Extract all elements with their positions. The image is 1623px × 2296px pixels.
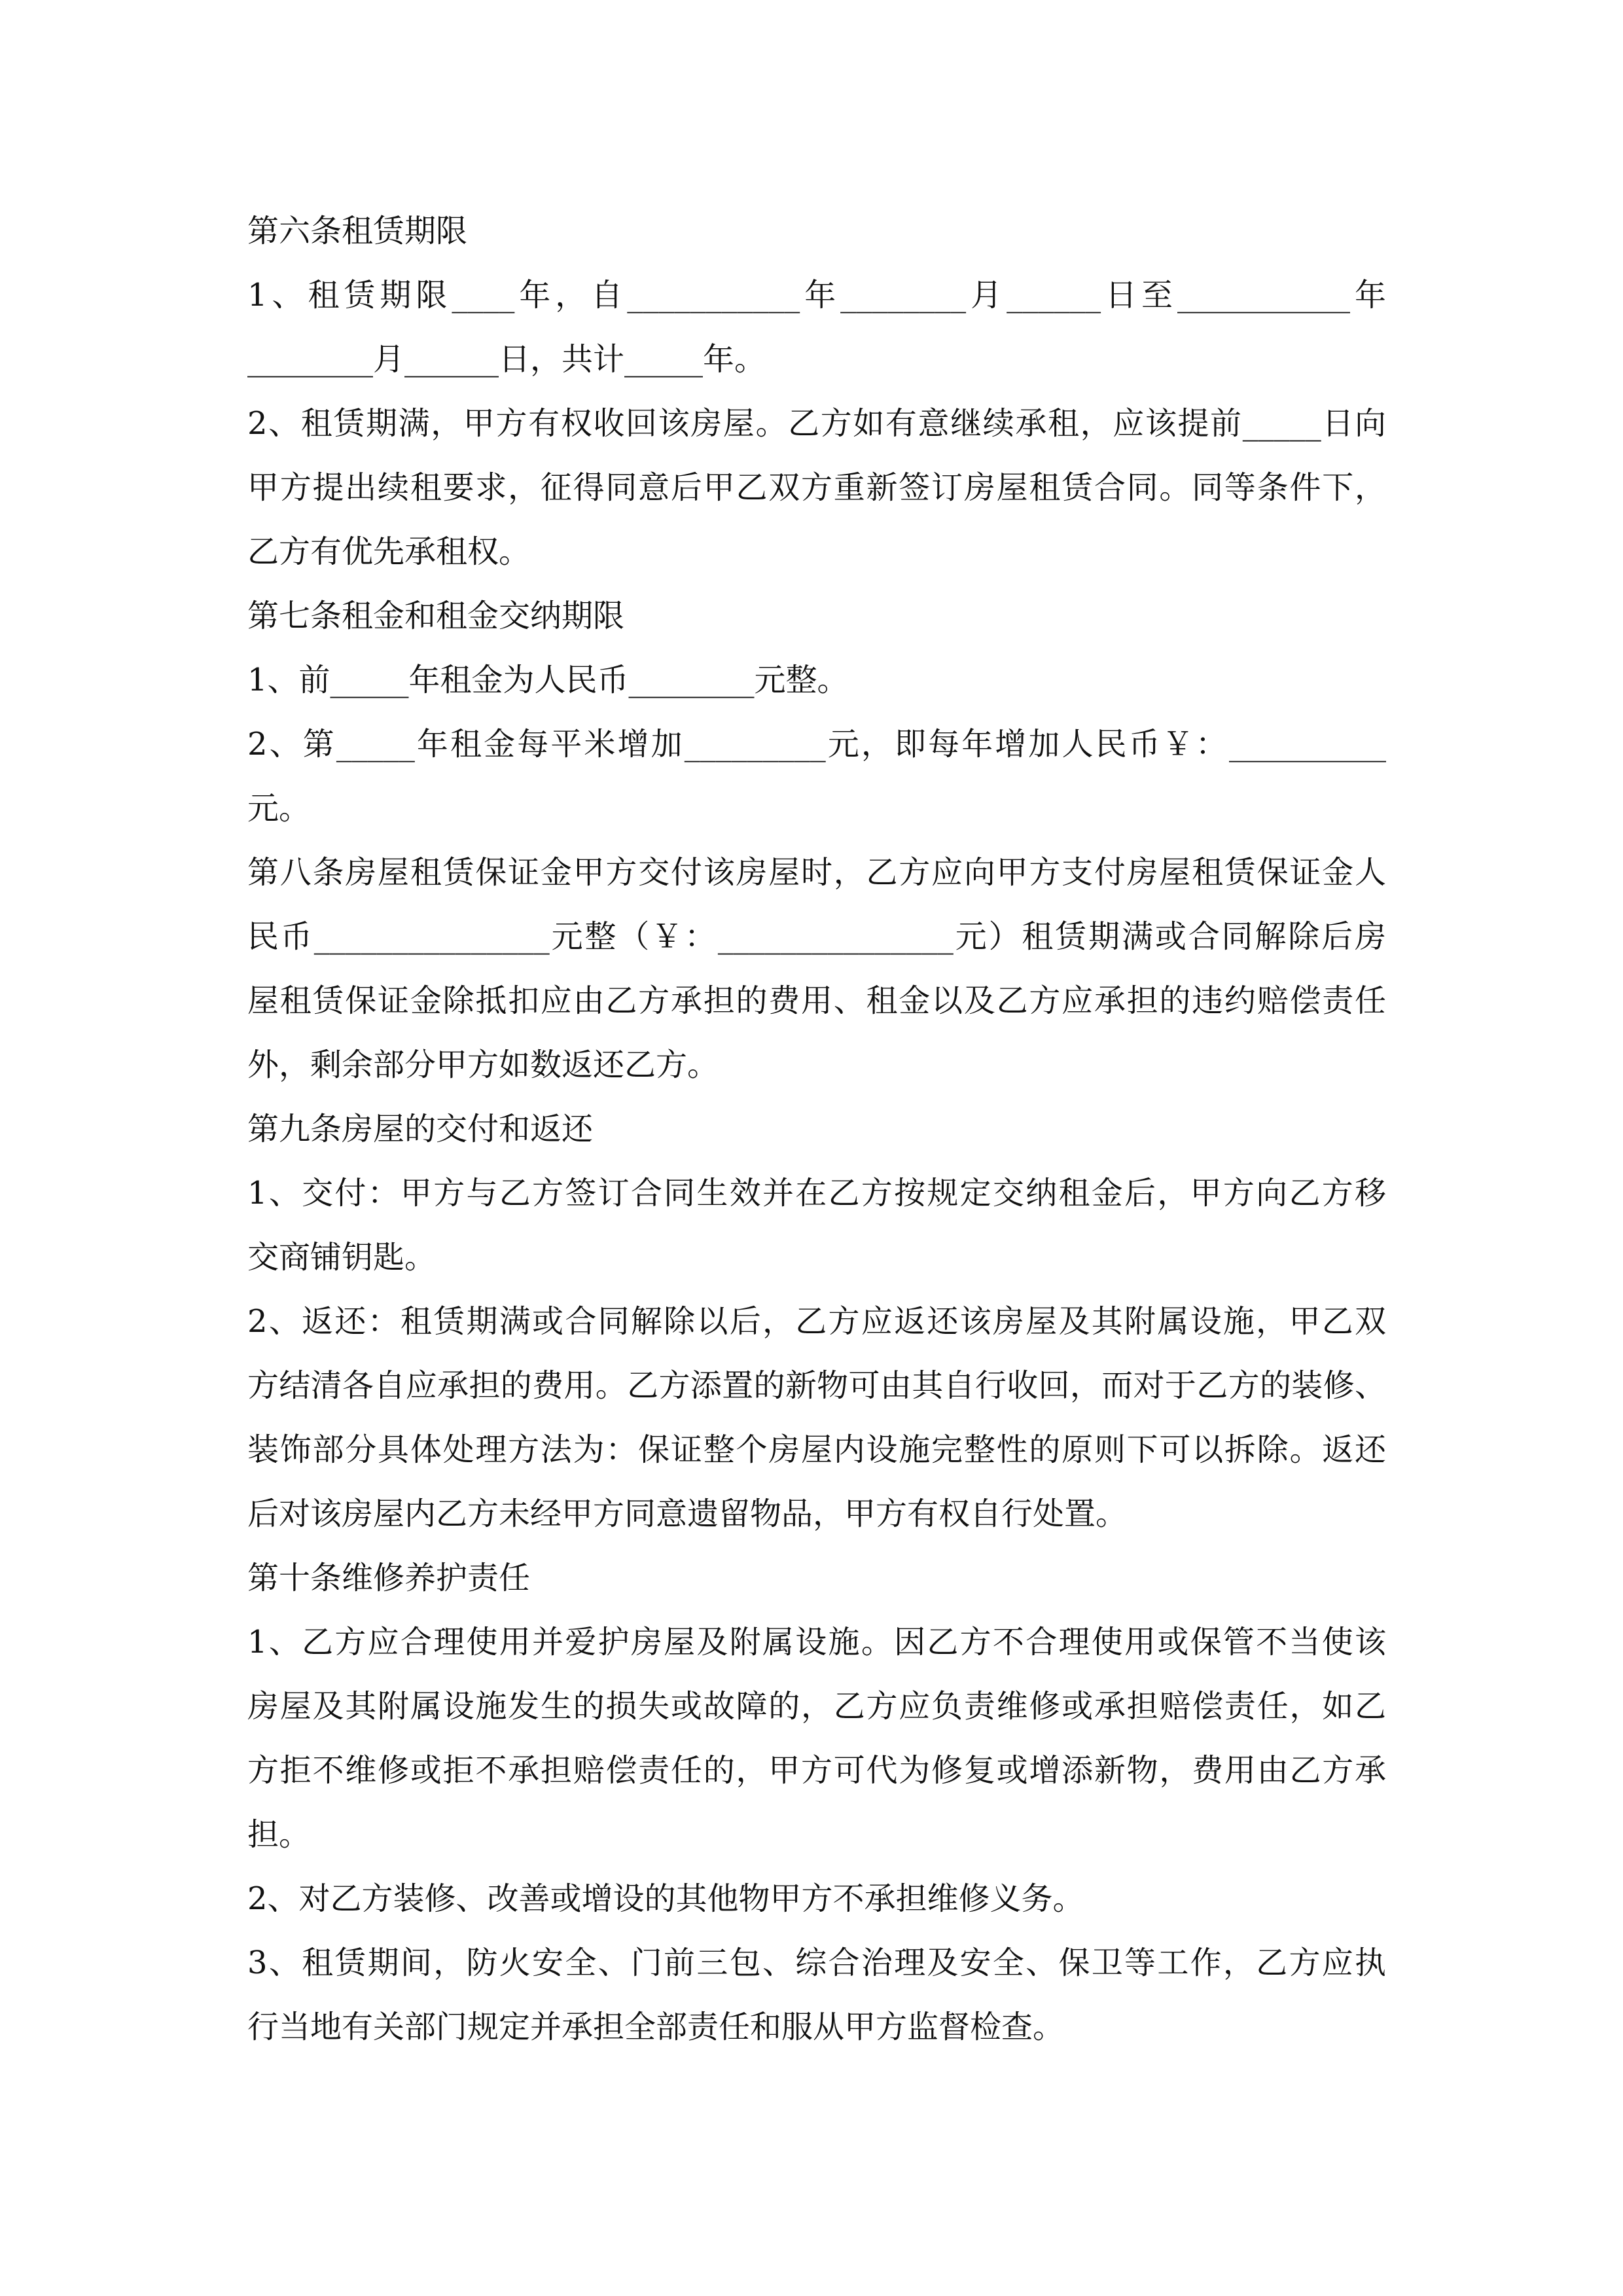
text-line: 1、乙方应合理使用并爱护房屋及附属设施。因乙方不合理使用或保管不当使该 [247,1624,1386,1660]
clause-rent-payment [247,584,1386,840]
clause-heading: 第六条租赁期限 [247,213,468,249]
clause-delivery-return [247,1097,1386,1546]
clause-maintenance [247,1546,1386,2059]
text-line: 房屋及其附属设施发生的损失或故障的，乙方应负责维修或承担赔偿责任，如乙 [247,1688,1386,1725]
clause-paragraph [247,1867,1386,1931]
clause-paragraph [247,1161,1386,1289]
text-line: 行当地有关部门规定并承担全部责任和服从甲方监督检查。 [247,2009,1065,2045]
clause-deposit [247,840,1386,1097]
clause-paragraph [247,1610,1386,1867]
text-line: ________月______日，共计_____年。 [247,341,766,378]
clause-heading: 第七条租金和租金交纳期限 [247,598,625,634]
clause-heading: 第十条维修养护责任 [247,1560,531,1596]
text-line: 方拒不维修或拒不承担赔偿责任的，甲方可代为修复或增添新物，费用由乙方承 [247,1752,1386,1789]
text-line: 2、第_____年租金每平米增加_________元，即每年增加人民币￥：__________ [247,726,1386,762]
text-line: 方结清各自应承担的费用。乙方添置的新物可由其自行收回，而对于乙方的装修、 [247,1367,1386,1404]
text-line: 外，剩余部分甲方如数返还乙方。 [247,1047,719,1083]
text-line: 3、租赁期间，防火安全、门前三包、综合治理及安全、保卫等工作，乙方应执 [247,1945,1386,1981]
text-line: 2、返还：租赁期满或合同解除以后，乙方应返还该房屋及其附属设施，甲乙双 [247,1303,1386,1340]
clause-heading: 第九条房屋的交付和返还 [247,1111,594,1147]
clause-lease-term [247,199,1386,584]
text-line: 担。 [247,1816,311,1853]
text-line: 元。 [247,790,311,827]
text-line: 甲方提出续租要求，征得同意后甲乙双方重新签订房屋租赁合同。同等条件下， [247,469,1386,506]
text-line: 装饰部分具体处理方法为：保证整个房屋内设施完整性的原则下可以拆除。返还 [247,1431,1386,1468]
clause-paragraph [247,648,1386,712]
text-line: 1、前_____年租金为人民币________元整。 [247,662,849,698]
text-line: 2、对乙方装修、改善或增设的其他物甲方不承担维修义务。 [247,1880,1084,1917]
text-line: 乙方有优先承租权。 [247,533,531,570]
clause-paragraph [247,1931,1386,2059]
contract-body [247,199,1386,2059]
text-line: 屋租赁保证金除抵扣应由乙方承担的费用、租金以及乙方应承担的违约赔偿责任 [247,982,1386,1019]
clause-paragraph [247,263,1386,391]
text-line: 第八条房屋租赁保证金甲方交付该房屋时，乙方应向甲方支付房屋租赁保证金人 [247,854,1386,891]
text-line: 民币_______________元整（￥：_______________元）租赁期满或合同解除后房 [247,918,1386,955]
text-line: 交商铺钥匙。 [247,1239,437,1276]
text-line: 后对该房屋内乙方未经甲方同意遗留物品，甲方有权自行处置。 [247,1496,1128,1532]
clause-paragraph [247,1289,1386,1546]
clause-paragraph [247,712,1386,840]
text-line: 1、租赁期限____年，自___________年________月______日至___________年 [247,277,1386,314]
text-line: 1、交付：甲方与乙方签订合同生效并在乙方按规定交纳租金后，甲方向乙方移 [247,1175,1386,1211]
text-line: 2、租赁期满，甲方有权收回该房屋。乙方如有意继续承租，应该提前_____日向 [247,405,1386,442]
clause-paragraph [247,391,1386,584]
clause-paragraph [247,840,1386,1097]
